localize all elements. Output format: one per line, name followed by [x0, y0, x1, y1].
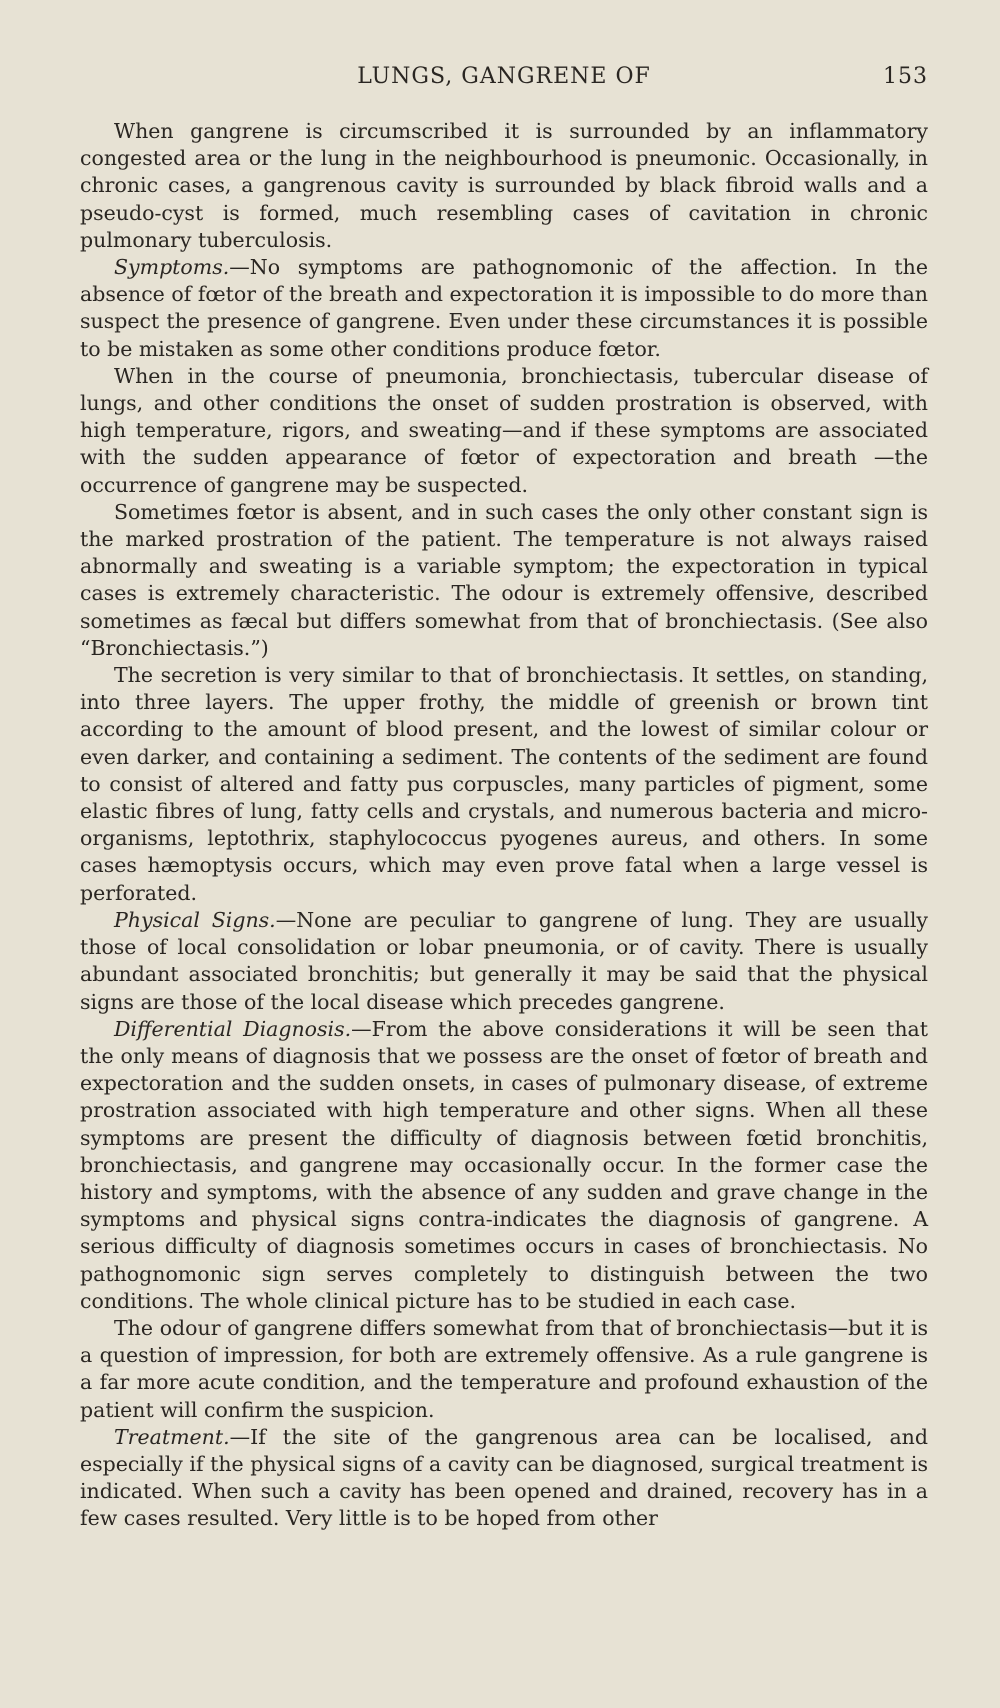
run-in-heading: Treatment. — [114, 1424, 230, 1449]
run-in-heading: Physical Signs. — [114, 907, 276, 932]
paragraph — [80, 254, 928, 363]
page-header — [80, 64, 928, 104]
paragraph-text: The odour of gangrene differs somewhat from that of bronchiectasis—but it is a question of impression, for both are extremely offensive. As a rule gangrene is a far more acute condition, and the temperature and profound exhaustion of the patient will confirm the suspicion. — [80, 1315, 928, 1422]
paragraph-text: —If the site of the gangrenous area can be localised, and especially if the physical signs of a cavity can be diagnosed, surgical treatment is indicated. When such a cavity has been opened and drained, recovery has in a few cases resulted. Very little is to be hoped from other — [80, 1424, 928, 1531]
paragraph — [80, 499, 928, 662]
body-text — [80, 118, 928, 1533]
paragraph — [80, 1424, 928, 1533]
running-head: LUNGS, GANGRENE OF — [357, 64, 651, 89]
paragraph — [80, 907, 928, 1016]
paragraph — [80, 1016, 928, 1315]
paragraph — [80, 662, 928, 907]
paragraph-text: —From the above considerations it will be seen that the only means of diagnosis that we possess are the onset of fœtor of breath and expectoration and the sudden onsets, in cases of pulmonary disease, of extreme prostration associated with high temperature and other signs. When all these symptoms are present the difficulty of diagnosis between fœtid bronchitis, bronchiectasis, and gangrene may occasionally occur. In the former case the history and symptoms, with the absence of any sudden and grave change in the symptoms and physical signs contra-indicates the diagnosis of gangrene. A serious difficulty of diagnosis sometimes occurs in cases of bronchiectasis. No pathognomonic sign serves completely to distinguish between the two conditions. The whole clinical picture has to be studied in each case. — [80, 1016, 928, 1313]
paragraph — [80, 363, 928, 499]
paragraph-text: Sometimes fœtor is absent, and in such cases the only other constant sign is the marked prostration of the patient. The temperature is not always raised abnormally and sweating is a variable symptom; the expectoration in typical cases is extremely characteristic. The odour is extremely offensive, described sometimes as fæcal but differs somewhat from that of bronchiectasis. (See also “Bronchiectasis.”) — [80, 499, 928, 660]
paragraph-text: —None are peculiar to gangrene of lung. They are usually those of local consolidation or lobar pneumonia, or of cavity. There is usually abundant associated bronchitis; but generally it may be said that the physical signs are those of the local disease which precedes gangrene. — [80, 907, 928, 1014]
paragraph-text: —No symptoms are pathognomonic of the affection. In the absence of fœtor of the breath and expectoration it is impossible to do more than suspect the presence of gangrene. Even under these circumstances it is possible to be mistaken as some other conditions produce fœtor. — [80, 255, 928, 361]
run-in-heading: Differential Diagnosis. — [114, 1016, 352, 1041]
paragraph-text: The secretion is very similar to that of bronchiectasis. It settles, on standing, into three layers. The upper frothy, the middle of greenish or brown tint according to the amount of blood present, and the lowest of similar colour or even darker, and containing a sediment. The contents of the sediment are found to consist of altered and fatty pus corpuscles, many particles of pigment, some elastic fibres of lung, fatty cells and crystals, and numerous bacteria and micro-organisms, leptothrix, staphylococcus pyogenes aureus, and others. In some cases hæmoptysis occurs, which may even prove fatal when a large vessel is perforated. — [80, 663, 928, 905]
run-in-heading: Symptoms. — [114, 255, 230, 280]
page-number: 153 — [883, 64, 928, 89]
paragraph-text: When gangrene is circumscribed it is surrounded by an inflammatory congested area or the lung in the neighbourhood is pneumonic. Occasionally, in chronic cases, a gangrenous cavity is surrounded by black fibroid walls and a pseudo-cyst is formed, much resembling cases of cavitation in chronic pulmonary tuberculosis. — [80, 119, 928, 252]
paragraph-text: When in the course of pneumonia, bronchiectasis, tubercular disease of lungs, and other conditions the onset of sudden prostration is observed, with high temperature, rigors, and sweating—and if these symptoms are associated with the sudden appearance of fœtor of expectoration and breath —the occurrence of gangrene may be suspected. — [80, 363, 928, 497]
paragraph — [80, 118, 928, 254]
paragraph — [80, 1315, 928, 1424]
